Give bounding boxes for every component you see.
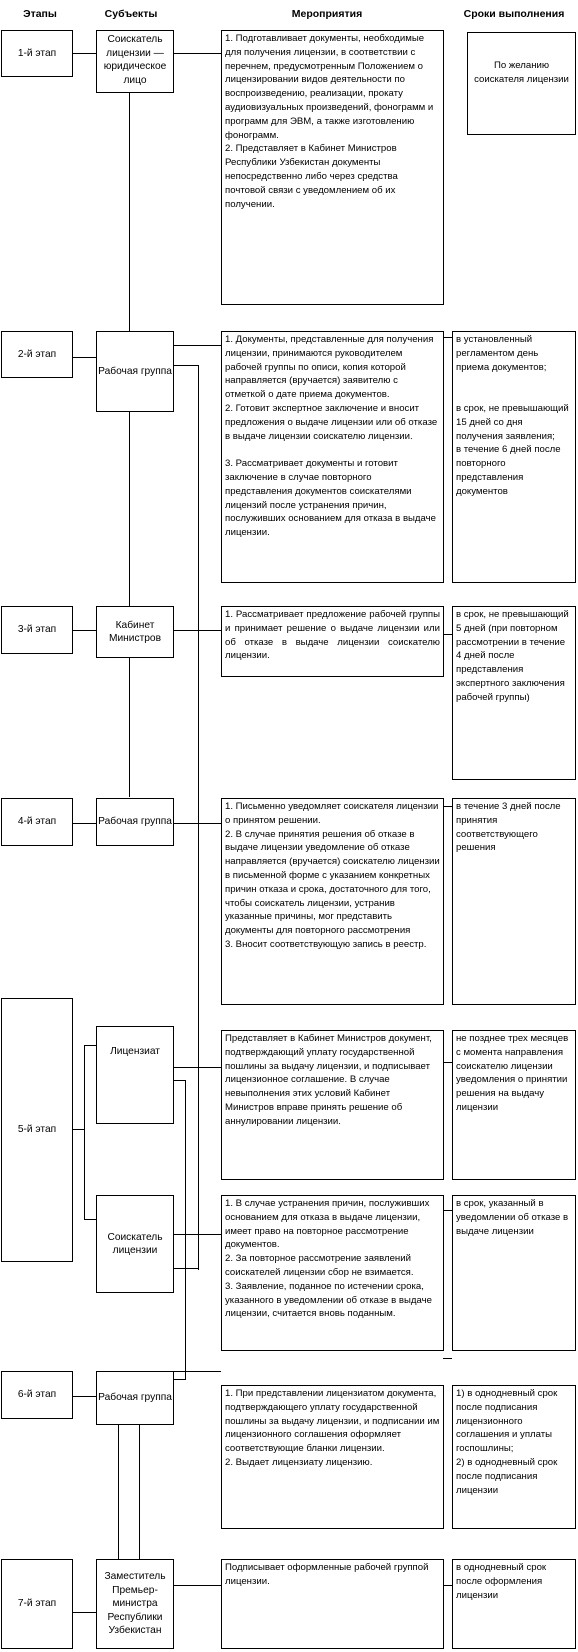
header-actions: Мероприятия xyxy=(291,8,363,20)
stage-3 xyxy=(1,606,73,654)
subject-applicant-legal xyxy=(96,30,174,93)
deadline-stage-3: в срок, не превышающий 5 дней (при повторном рассмотрении в течение 4 дней после представления экспертного заключения рабочей группы) xyxy=(452,606,576,780)
connector-line xyxy=(173,53,221,54)
subject-cabinet-label: Кабинет Министров xyxy=(109,619,161,644)
connector-line xyxy=(84,1045,85,1220)
action-stage-3: 1. Рассматривает предложение рабочей группы и принимает решение о выдаче лицензии или об отказе в выдаче лицензии соискателю лицензии. xyxy=(221,606,444,677)
connector-line xyxy=(185,1080,186,1380)
connector-line xyxy=(173,1585,221,1586)
connector-line xyxy=(129,411,130,606)
connector-line xyxy=(443,634,452,635)
stage-4 xyxy=(1,798,73,846)
deadline-stage-2: в установленный регламентом день приема документов; в срок, не превышающий 15 дней со дня получения заявления; в течение 6 дней после повторного представления документов xyxy=(452,331,576,583)
action-stage-5-licensee: Представляет в Кабинет Министров документ, подтверждающий уплату государственной пошлины за выдачу лицензии, и подписывает лицензионное соглашение. В случае невыполнения этих условий Кабинет Министров вправе принять решение об аннулировании лицензии. xyxy=(221,1030,444,1180)
subject-licensee-label: Лицензиат xyxy=(110,1046,160,1057)
connector-line xyxy=(173,1379,186,1380)
deadline-stage-7: в однодневный срок после оформления лицензии xyxy=(452,1559,576,1649)
stage-7-label: 7-й этап xyxy=(17,1598,57,1610)
action-stage-1: 1. Подготавливает документы, необходимые для получения лицензии, в соответствии с перечнем, предусмотренным Положением о лицензировании видов деятельности по воспроизведению, реализации, прокату аудиовизуальных произведений, фонограмм и программ для ЭВМ, а также изготовлению фонограмм. 2. Представляет в Кабинет Министров Республики Узбекистан документы непосредственно либо через средства почтовой связи с уведомлением об их получении. xyxy=(221,30,444,305)
connector-line xyxy=(72,53,96,54)
stage-2-label: 2-й этап xyxy=(17,348,57,360)
connector-line xyxy=(72,1396,96,1397)
connector-line xyxy=(173,345,221,346)
subject-work-group xyxy=(96,331,174,412)
connector-line xyxy=(173,1371,221,1372)
subject-applicant-label: Соискатель лицензии xyxy=(107,1231,163,1256)
stage-3-label: 3-й этап xyxy=(17,624,57,636)
connector-line xyxy=(443,1062,452,1063)
connector-line xyxy=(72,630,96,631)
connector-line xyxy=(198,365,199,1270)
connector-line xyxy=(72,357,96,358)
connector-line xyxy=(173,1268,199,1269)
connector-line xyxy=(139,1424,140,1560)
stage-4-label: 4-й этап xyxy=(17,816,57,828)
stage-6-label: 6-й этап xyxy=(17,1389,57,1401)
action-stage-4: 1. Письменно уведомляет соискателя лицензии о принятом решении. 2. В случае принятия решения об отказе в выдаче лицензии уведомление об отказе направляется (вручается) соискателю лицензии в письменной форме с указанием конкретных причин отказа и срока, достаточного для того, чтобы соискатель лицензии, устранив указанные причины, мог представить документы для повторного рассмотрения 3. Вносит соответствующую запись в реестр. xyxy=(221,798,444,1005)
subject-work-group xyxy=(96,1371,174,1425)
connector-line xyxy=(129,657,130,797)
header-subjects: Субъекты xyxy=(104,8,158,20)
subject-applicant xyxy=(96,1195,174,1293)
deadline-stage-1: По желанию соискателя лицензии xyxy=(467,32,576,135)
connector-line xyxy=(72,1612,96,1613)
subject-licensee xyxy=(96,1026,174,1124)
connector-line xyxy=(72,1129,84,1130)
connector-line xyxy=(443,1210,452,1211)
connector-line xyxy=(173,365,199,366)
subject-work-group-label: Рабочая группа xyxy=(98,1392,172,1404)
connector-line xyxy=(443,337,452,338)
connector-line xyxy=(118,1424,119,1560)
stage-5 xyxy=(1,998,73,1262)
connector-line xyxy=(84,1045,96,1046)
connector-line xyxy=(173,630,221,631)
subject-deputy-prime-minister xyxy=(96,1559,174,1649)
deadline-stage-4: в течение 3 дней после принятия соответствующего решения xyxy=(452,798,576,1005)
stage-1 xyxy=(1,30,73,77)
subject-work-group-label: Рабочая группа xyxy=(98,816,172,828)
connector-line xyxy=(173,1067,221,1068)
stage-1-label: 1-й этап xyxy=(17,47,57,59)
deadline-stage-5-applicant: в срок, указанный в уведомлении об отказе в выдаче лицензии xyxy=(452,1195,576,1351)
subject-work-group-label: Рабочая группа xyxy=(98,365,172,377)
header-stages: Этапы xyxy=(23,8,57,20)
deadline-stage-5-licensee: не позднее трех месяцев с момента направления соискателю лицензии уведомления о принятии решения на выдачу лицензии xyxy=(452,1030,576,1180)
deadline-stage-6: 1) в однодневный срок после подписания лицензионного соглашения и уплаты госпошлины; 2) в однодневный срок после подписания лицензии xyxy=(452,1385,576,1529)
action-stage-6: 1. При представлении лицензиатом документа, подтверждающего уплату государственной пошлины за выдачу лицензии, и подписании им лицензионного соглашения оформляет соответствующие бланки лицензии. 2. Выдает лицензиату лицензию. xyxy=(221,1385,444,1529)
subject-cabinet xyxy=(96,606,174,658)
connector-line xyxy=(173,1234,221,1235)
connector-line xyxy=(443,806,452,807)
connector-line xyxy=(443,1358,452,1359)
stage-6 xyxy=(1,1371,73,1419)
subject-applicant-legal-label: Соискатель лицензии — юридическое лицо xyxy=(103,34,167,86)
action-stage-2: 1. Документы, представленные для получения лицензии, принимаются руководителем рабочей группы по описи, копия которой направляется (вручается) заявителю с отметкой о дате приема документов. 2. Готовит экспертное заключение и вносит предложения о выдаче лицензии или об отказе в выдаче лицензии соискателю лицензии. 3. Рассматривает документы и готовит заключение в случае повторного представления документов соискателями лицензий после устранения причин, послуживших основанием для отказа в выдаче лицензии. xyxy=(221,331,444,583)
subject-work-group xyxy=(96,798,174,846)
header-deadlines: Сроки выполнения xyxy=(463,8,565,20)
stage-7 xyxy=(1,1559,73,1649)
connector-line xyxy=(129,92,130,332)
connector-line xyxy=(72,823,96,824)
stage-5-label: 5-й этап xyxy=(17,1124,57,1136)
connector-line xyxy=(443,1585,452,1586)
subject-deputy-prime-minister-label: Заместитель Премьер-министра Республики Узбекистан xyxy=(104,1571,166,1637)
action-stage-5-applicant: 1. В случае устранения причин, послуживших основанием для отказа в выдаче лицензии, имеет право на повторное рассмотрение документов. 2. За повторное рассмотрение заявлений соискателей лицензии сбор не взимается. 3. Заявление, поданное по истечении срока, указанного в уведомлении об отказе в выдаче лицензии, считается вновь поданным. xyxy=(221,1195,444,1351)
action-stage-7: Подписывает оформленные рабочей группой лицензии. xyxy=(221,1559,444,1649)
connector-line xyxy=(84,1219,96,1220)
stage-2 xyxy=(1,331,73,378)
connector-line xyxy=(173,823,221,824)
